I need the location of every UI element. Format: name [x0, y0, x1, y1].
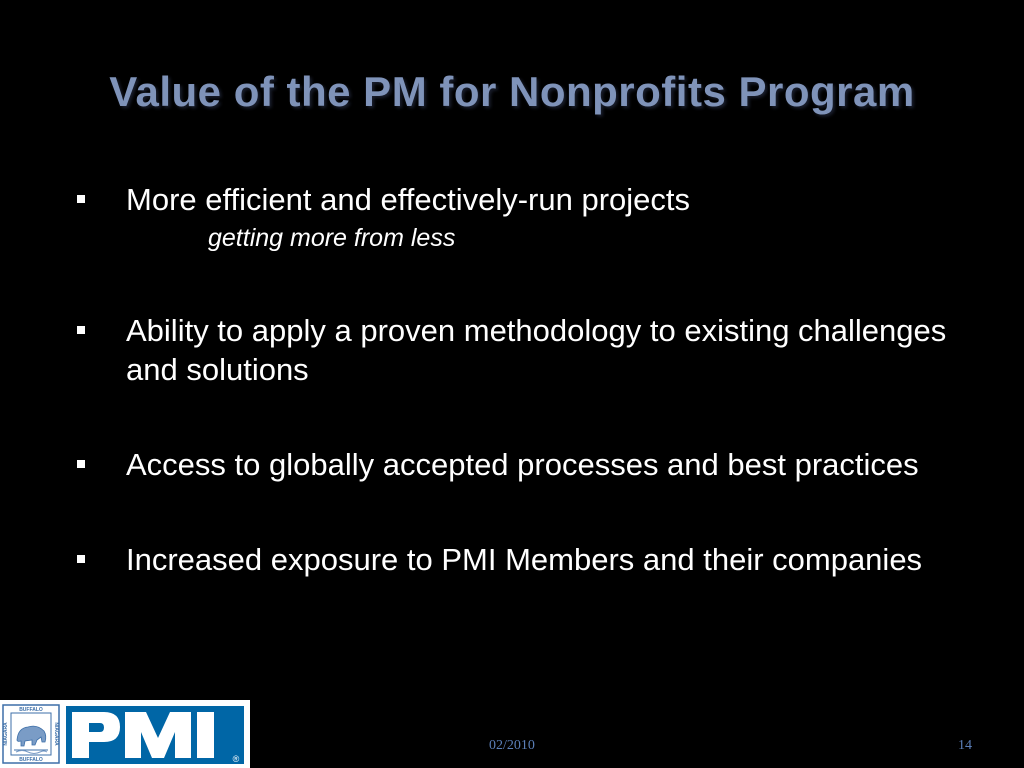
bullet-item — [74, 180, 974, 255]
svg-text:®: ® — [232, 754, 240, 764]
slide-title: Value of the PM for Nonprofits Program — [109, 68, 915, 115]
bullet-item — [74, 311, 974, 389]
svg-text:NIAGARA: NIAGARA — [53, 722, 59, 746]
bullet-subtext: getting more from less — [208, 224, 456, 252]
bullet-list — [74, 180, 974, 635]
bullet-item — [74, 445, 974, 484]
bullet-text: Increased exposure to PMI Members and their companies — [126, 542, 923, 577]
footer-date: 02/2010 — [489, 738, 535, 753]
svg-text:BUFFALO: BUFFALO — [19, 757, 43, 763]
bullet-text: More efficient and effectively-run projects — [126, 182, 691, 217]
svg-text:BUFFALO: BUFFALO — [19, 707, 43, 713]
bullet-text: Ability to apply a proven methodology to existing challenges and solutions — [126, 313, 947, 387]
bullet-text: Access to globally accepted processes and best practices — [126, 447, 919, 482]
bullet-item — [74, 540, 974, 579]
bullet-square-icon — [77, 460, 85, 468]
svg-text:NIAGARA: NIAGARA — [3, 722, 9, 746]
bullet-square-icon — [77, 195, 85, 203]
bullet-square-icon — [77, 555, 85, 563]
pmi-buffalo-logo — [0, 700, 250, 768]
pmi-logo-icon — [66, 706, 244, 764]
bullet-square-icon — [77, 326, 85, 334]
page-number: 14 — [958, 738, 972, 753]
buffalo-seal-icon — [2, 704, 60, 764]
